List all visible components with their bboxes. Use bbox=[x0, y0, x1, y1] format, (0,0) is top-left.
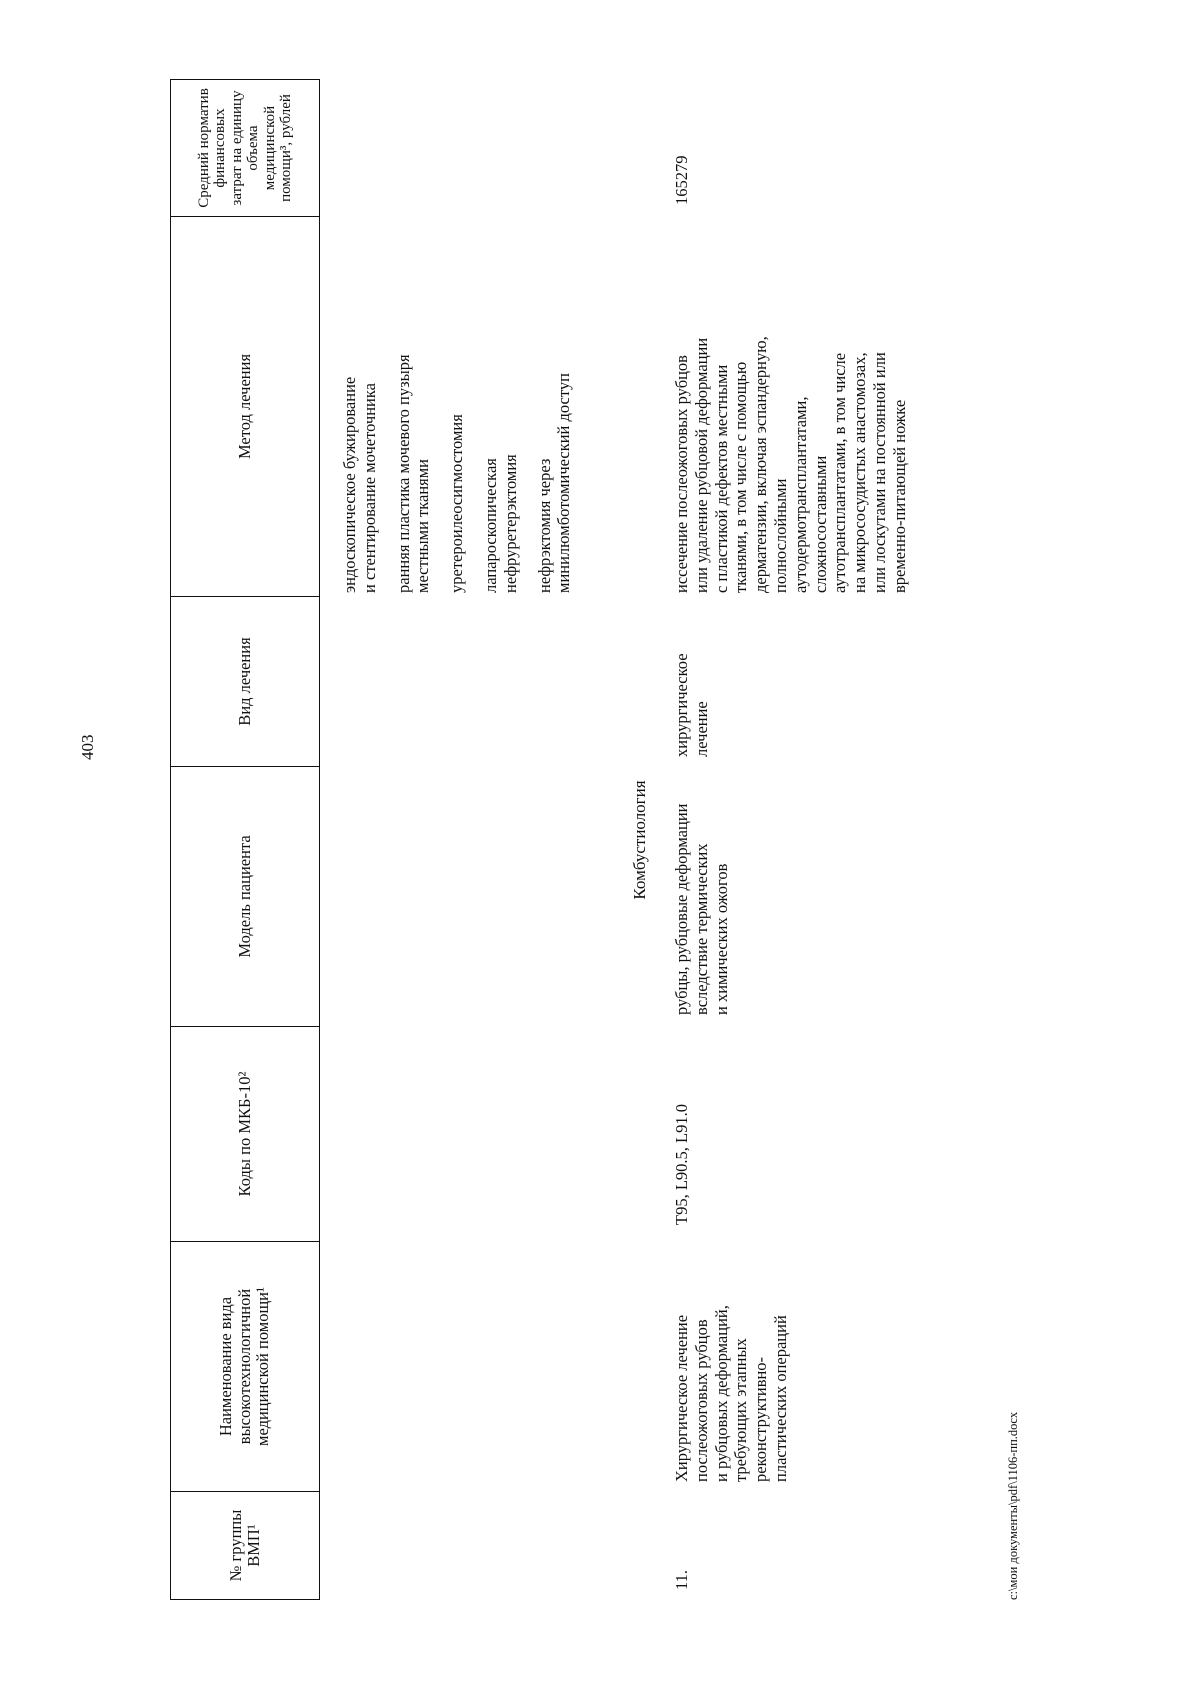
method-line: и стентирование мочеточника bbox=[359, 383, 379, 593]
header-patient-model: Модель пациента bbox=[171, 767, 320, 1027]
method-item bbox=[447, 83, 467, 593]
page-number: 403 bbox=[78, 734, 97, 760]
row-patient-model bbox=[672, 755, 731, 1015]
row-cost: 165279 bbox=[672, 155, 691, 205]
header-group-no bbox=[171, 1492, 320, 1600]
method-line: с пластикой дефектов местными bbox=[711, 364, 731, 593]
method-item bbox=[535, 83, 575, 593]
treatment-type-line: лечение bbox=[691, 701, 711, 757]
method-line: аутодермотрансплантатами, bbox=[790, 396, 810, 593]
row-icd-codes: T95, L90.5, L91.0 bbox=[672, 1104, 691, 1225]
header-line: Наименование вида bbox=[216, 1296, 236, 1437]
header-line: Средний норматив bbox=[195, 88, 212, 208]
name-line: реконструктивно- bbox=[751, 1356, 771, 1482]
method-line: аутотрансплантатами, в том числе bbox=[830, 352, 850, 593]
row-treatment-type bbox=[672, 592, 712, 757]
patient-model-line: и химических ожогов bbox=[711, 863, 731, 1015]
name-line: и рубцовых деформаций, bbox=[711, 1305, 731, 1482]
header-line: медицинской bbox=[261, 105, 278, 191]
method-line: временно-питающей ножке bbox=[889, 399, 909, 593]
method-item bbox=[394, 83, 434, 593]
rotated-page bbox=[78, 80, 1170, 1600]
name-line: послеожоговых рубцов bbox=[691, 1319, 711, 1482]
method-line: тканями, в том числе с помощью bbox=[731, 361, 751, 593]
name-line: Хирургическое лечение bbox=[672, 1314, 691, 1482]
header-line: высокотехнологичной bbox=[234, 1288, 254, 1445]
method-line: лапароскопическая bbox=[480, 458, 500, 593]
header-line: ВМП¹ bbox=[244, 1524, 263, 1567]
table-header bbox=[170, 79, 320, 1600]
method-line: ранняя пластика мочевого пузыря bbox=[393, 354, 413, 593]
method-line: или лоскутами на постоянной или bbox=[869, 352, 889, 593]
method-line: местными тканями bbox=[413, 458, 433, 593]
method-item bbox=[340, 83, 380, 593]
header-line: медицинской помощи¹ bbox=[253, 1287, 273, 1446]
header-cost bbox=[171, 80, 320, 217]
header-line: № группы bbox=[225, 1509, 245, 1582]
method-line: дерматензии, включая эспандерную, bbox=[751, 336, 771, 593]
header-line: помощи³, рублей bbox=[278, 94, 294, 202]
method-line: или удаление рубцовой деформации bbox=[691, 337, 711, 593]
method-line: сложносоставными bbox=[810, 455, 830, 593]
method-line: на микрососудистых анастомозах, bbox=[850, 352, 870, 593]
row-group-no: 11. bbox=[672, 1569, 691, 1590]
header-icd-codes: Коды по МКБ-10² bbox=[171, 1027, 320, 1242]
patient-model-line: рубцы, рубцовые деформации bbox=[672, 803, 691, 1015]
section-title: Комбустиология bbox=[630, 780, 649, 900]
method-line: эндоскопическое бужирование bbox=[340, 376, 359, 593]
method-item bbox=[481, 83, 521, 593]
continued-methods bbox=[340, 83, 588, 593]
method-line: нефрэктомия через bbox=[534, 458, 554, 593]
header-treatment-method: Метод лечения bbox=[171, 217, 320, 597]
row-name bbox=[672, 1242, 791, 1482]
method-line: иссечение послеожоговых рубцов bbox=[672, 355, 691, 593]
method-line: нефруретерэктомия bbox=[500, 454, 520, 593]
name-line: пластических операций bbox=[770, 1315, 790, 1482]
method-line: минилюмботомический доступ bbox=[554, 373, 574, 593]
header-line: затрат на единицу bbox=[228, 90, 245, 206]
header-line: объема bbox=[245, 125, 261, 171]
patient-model-line: вследствие термических bbox=[691, 843, 711, 1015]
header-line: финансовых bbox=[212, 108, 228, 188]
footer-file-path: c:\мои документы\pdf\1106-пп.docx bbox=[1006, 1411, 1020, 1600]
header-treatment-type: Вид лечения bbox=[171, 597, 320, 767]
method-line: полнослойными bbox=[770, 478, 790, 593]
treatment-type-line: хирургическое bbox=[672, 653, 691, 757]
method-line: уретероилеосигмостомия bbox=[447, 414, 467, 593]
header-name bbox=[171, 1242, 320, 1492]
row-treatment-method bbox=[672, 213, 910, 593]
name-line: требующих этапных bbox=[731, 1338, 751, 1482]
